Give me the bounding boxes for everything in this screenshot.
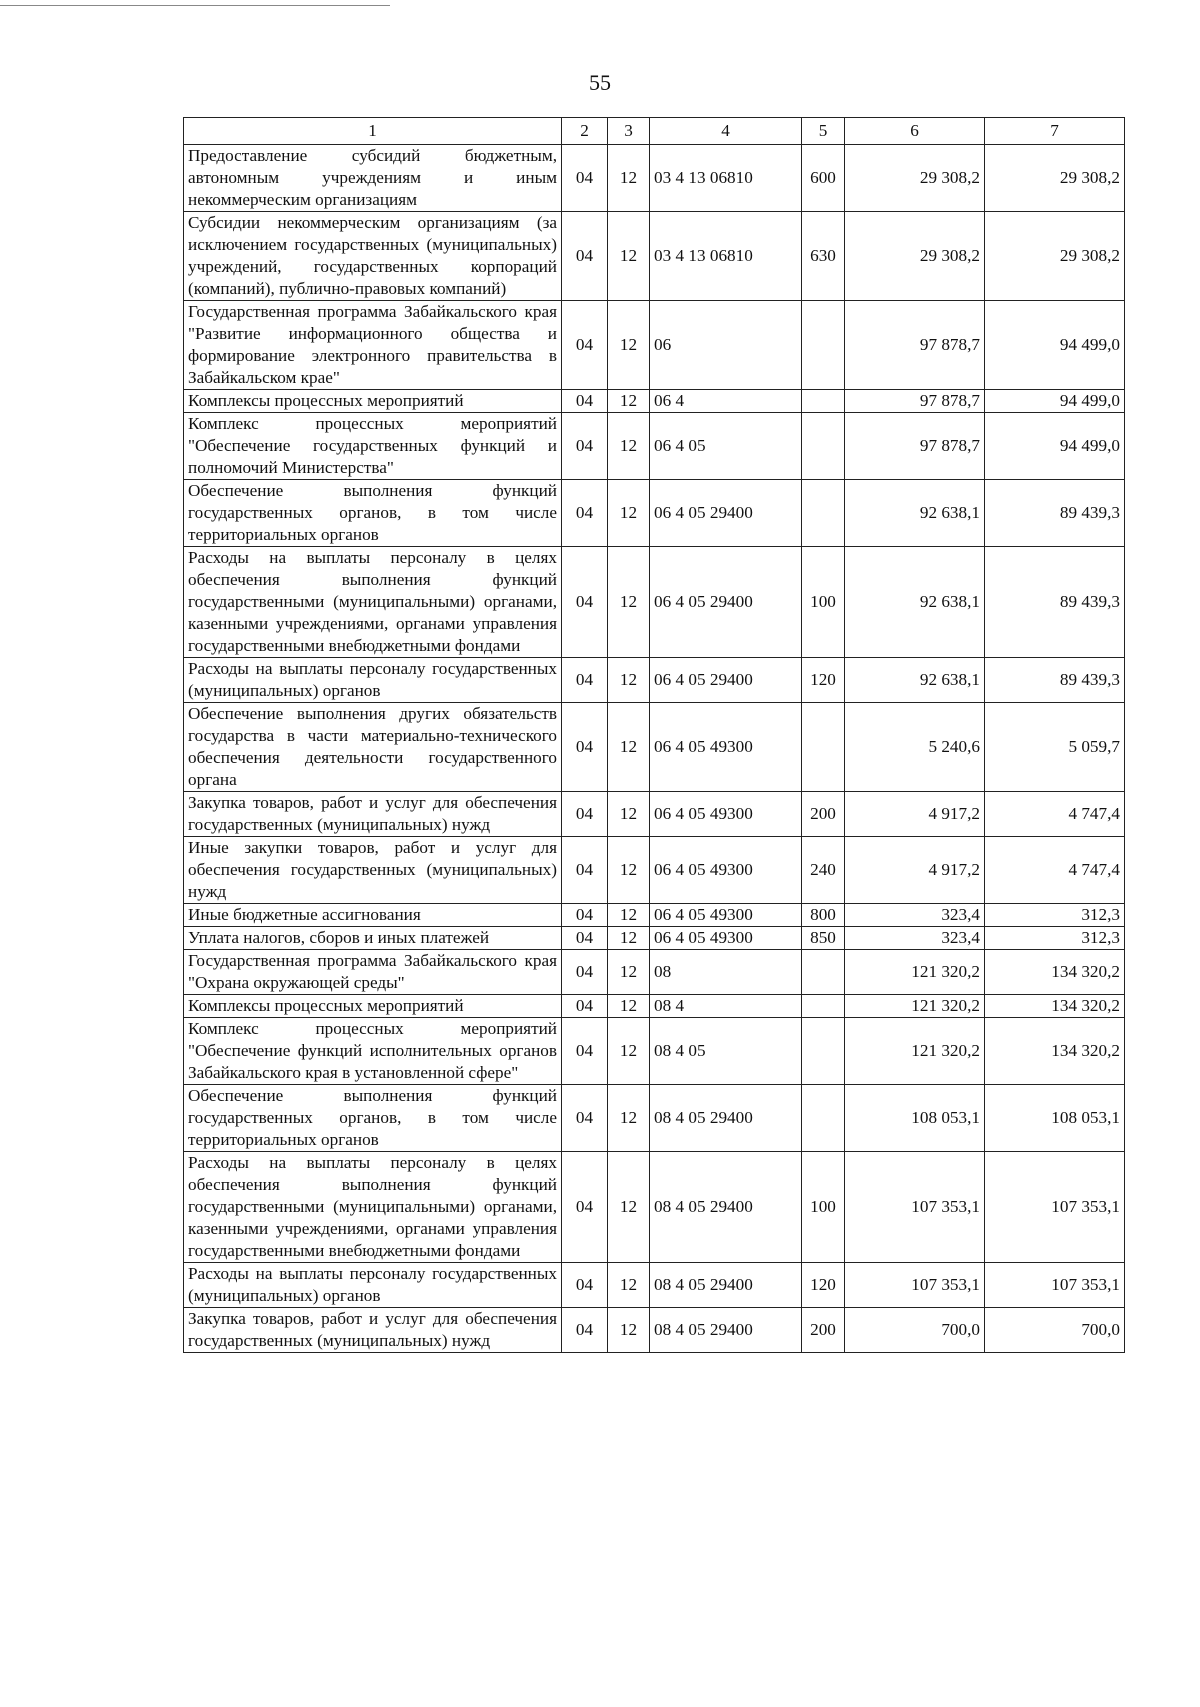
- table-row: [184, 301, 1125, 390]
- row-expense-type-code: 200: [802, 792, 845, 837]
- row-expense-type-code: [802, 950, 845, 995]
- row-description: Субсидии некоммерческим организациям (за исключением государственных (муниципальных) учреждений, государственных корпораций (компаний), публично-правовых компаний): [184, 212, 562, 301]
- row-expense-type-code: [802, 703, 845, 792]
- row-amount-year-2: 94 499,0: [985, 413, 1125, 480]
- row-section-code: 04: [562, 703, 608, 792]
- table-row: [184, 904, 1125, 927]
- row-expense-type-code: 120: [802, 658, 845, 703]
- row-target-article-code: 03 4 13 06810: [650, 145, 802, 212]
- row-subsection-code: 12: [608, 145, 650, 212]
- row-subsection-code: 12: [608, 1018, 650, 1085]
- row-subsection-code: 12: [608, 547, 650, 658]
- row-description: Расходы на выплаты персоналу государственных (муниципальных) органов: [184, 658, 562, 703]
- table-row: [184, 1308, 1125, 1353]
- row-subsection-code: 12: [608, 390, 650, 413]
- table-row: [184, 1152, 1125, 1263]
- row-expense-type-code: [802, 301, 845, 390]
- row-target-article-code: 06 4 05 49300: [650, 703, 802, 792]
- row-expense-type-code: 800: [802, 904, 845, 927]
- column-header: 6: [845, 118, 985, 145]
- row-amount-year-1: 121 320,2: [845, 1018, 985, 1085]
- row-section-code: 04: [562, 413, 608, 480]
- table-row: [184, 1085, 1125, 1152]
- budget-table: [183, 117, 1125, 1353]
- row-section-code: 04: [562, 1152, 608, 1263]
- row-description: Комплексы процессных мероприятий: [184, 390, 562, 413]
- row-description: Уплата налогов, сборов и иных платежей: [184, 927, 562, 950]
- row-amount-year-1: 323,4: [845, 927, 985, 950]
- row-section-code: 04: [562, 792, 608, 837]
- row-subsection-code: 12: [608, 301, 650, 390]
- row-amount-year-2: 134 320,2: [985, 1018, 1125, 1085]
- row-target-article-code: 08 4 05 29400: [650, 1152, 802, 1263]
- row-amount-year-1: 92 638,1: [845, 480, 985, 547]
- row-subsection-code: 12: [608, 904, 650, 927]
- row-amount-year-1: 107 353,1: [845, 1152, 985, 1263]
- row-description: Комплекс процессных мероприятий "Обеспечение функций исполнительных органов Забайкальского края в установленной сфере": [184, 1018, 562, 1085]
- row-expense-type-code: 200: [802, 1308, 845, 1353]
- row-amount-year-1: 29 308,2: [845, 212, 985, 301]
- table-row: [184, 950, 1125, 995]
- row-amount-year-2: 94 499,0: [985, 390, 1125, 413]
- row-section-code: 04: [562, 1018, 608, 1085]
- row-description: Иные закупки товаров, работ и услуг для обеспечения государственных (муниципальных) нужд: [184, 837, 562, 904]
- row-amount-year-2: 107 353,1: [985, 1263, 1125, 1308]
- row-description: Комплекс процессных мероприятий "Обеспечение государственных функций и полномочий Министерства": [184, 413, 562, 480]
- row-subsection-code: 12: [608, 658, 650, 703]
- row-description: Расходы на выплаты персоналу в целях обеспечения выполнения функций государственными (муниципальными) органами, казенными учреждениями, органами управления государственными внебюджетными фондами: [184, 547, 562, 658]
- row-target-article-code: 06 4 05 49300: [650, 837, 802, 904]
- row-subsection-code: 12: [608, 950, 650, 995]
- row-target-article-code: 06 4 05: [650, 413, 802, 480]
- row-description: Комплексы процессных мероприятий: [184, 995, 562, 1018]
- table-row: [184, 658, 1125, 703]
- row-amount-year-2: 89 439,3: [985, 480, 1125, 547]
- row-subsection-code: 12: [608, 1263, 650, 1308]
- column-header: 4: [650, 118, 802, 145]
- row-target-article-code: 06 4 05 29400: [650, 547, 802, 658]
- row-amount-year-1: 97 878,7: [845, 390, 985, 413]
- row-amount-year-1: 121 320,2: [845, 950, 985, 995]
- row-target-article-code: 06 4 05 29400: [650, 658, 802, 703]
- row-target-article-code: 06 4 05 29400: [650, 480, 802, 547]
- row-description: Обеспечение выполнения других обязательств государства в части материально-технического обеспечения деятельности государственного органа: [184, 703, 562, 792]
- table-row: [184, 837, 1125, 904]
- scan-artifact-line: [0, 5, 390, 6]
- table-row: [184, 995, 1125, 1018]
- row-expense-type-code: [802, 1085, 845, 1152]
- row-amount-year-1: 5 240,6: [845, 703, 985, 792]
- row-description: Государственная программа Забайкальского края "Охрана окружающей среды": [184, 950, 562, 995]
- column-header: 3: [608, 118, 650, 145]
- row-amount-year-2: 4 747,4: [985, 837, 1125, 904]
- row-expense-type-code: 630: [802, 212, 845, 301]
- row-subsection-code: 12: [608, 995, 650, 1018]
- table-row: [184, 1018, 1125, 1085]
- row-section-code: 04: [562, 1308, 608, 1353]
- row-description: Обеспечение выполнения функций государственных органов, в том числе территориальных органов: [184, 1085, 562, 1152]
- row-target-article-code: 06 4 05 49300: [650, 792, 802, 837]
- row-target-article-code: 06: [650, 301, 802, 390]
- row-section-code: 04: [562, 658, 608, 703]
- row-description: Расходы на выплаты персоналу в целях обеспечения выполнения функций государственными (муниципальными) органами, казенными учреждениями, органами управления государственными внебюджетными фондами: [184, 1152, 562, 1263]
- row-section-code: 04: [562, 1085, 608, 1152]
- row-amount-year-1: 108 053,1: [845, 1085, 985, 1152]
- column-header: 7: [985, 118, 1125, 145]
- table-header-row: [184, 118, 1125, 145]
- row-subsection-code: 12: [608, 792, 650, 837]
- table-row: [184, 390, 1125, 413]
- table-row: [184, 212, 1125, 301]
- row-amount-year-1: 700,0: [845, 1308, 985, 1353]
- row-amount-year-1: 92 638,1: [845, 658, 985, 703]
- row-expense-type-code: 850: [802, 927, 845, 950]
- row-description: Закупка товаров, работ и услуг для обеспечения государственных (муниципальных) нужд: [184, 792, 562, 837]
- row-target-article-code: 08 4 05 29400: [650, 1085, 802, 1152]
- row-amount-year-2: 29 308,2: [985, 212, 1125, 301]
- row-target-article-code: 08 4 05: [650, 1018, 802, 1085]
- table-row: [184, 1263, 1125, 1308]
- row-amount-year-2: 134 320,2: [985, 995, 1125, 1018]
- row-target-article-code: 08 4 05 29400: [650, 1263, 802, 1308]
- row-amount-year-2: 89 439,3: [985, 547, 1125, 658]
- row-amount-year-2: 108 053,1: [985, 1085, 1125, 1152]
- row-expense-type-code: [802, 995, 845, 1018]
- row-section-code: 04: [562, 1263, 608, 1308]
- table-row: [184, 145, 1125, 212]
- row-expense-type-code: [802, 390, 845, 413]
- row-section-code: 04: [562, 212, 608, 301]
- row-amount-year-2: 4 747,4: [985, 792, 1125, 837]
- row-amount-year-2: 700,0: [985, 1308, 1125, 1353]
- row-expense-type-code: [802, 480, 845, 547]
- table-body: [184, 145, 1125, 1353]
- row-amount-year-2: 29 308,2: [985, 145, 1125, 212]
- row-description: Обеспечение выполнения функций государственных органов, в том числе территориальных органов: [184, 480, 562, 547]
- row-subsection-code: 12: [608, 212, 650, 301]
- row-subsection-code: 12: [608, 703, 650, 792]
- row-subsection-code: 12: [608, 927, 650, 950]
- row-expense-type-code: 240: [802, 837, 845, 904]
- row-target-article-code: 08: [650, 950, 802, 995]
- row-section-code: 04: [562, 837, 608, 904]
- row-target-article-code: 06 4 05 49300: [650, 904, 802, 927]
- row-amount-year-1: 29 308,2: [845, 145, 985, 212]
- row-subsection-code: 12: [608, 1085, 650, 1152]
- table-row: [184, 547, 1125, 658]
- row-amount-year-1: 121 320,2: [845, 995, 985, 1018]
- row-section-code: 04: [562, 390, 608, 413]
- row-expense-type-code: 100: [802, 547, 845, 658]
- table-row: [184, 927, 1125, 950]
- row-section-code: 04: [562, 904, 608, 927]
- row-target-article-code: 08 4 05 29400: [650, 1308, 802, 1353]
- row-amount-year-1: 92 638,1: [845, 547, 985, 658]
- row-description: Закупка товаров, работ и услуг для обеспечения государственных (муниципальных) нужд: [184, 1308, 562, 1353]
- row-target-article-code: 08 4: [650, 995, 802, 1018]
- row-description: Предоставление субсидий бюджетным, автономным учреждениям и иным некоммерческим организациям: [184, 145, 562, 212]
- row-amount-year-1: 97 878,7: [845, 413, 985, 480]
- row-subsection-code: 12: [608, 837, 650, 904]
- row-subsection-code: 12: [608, 1152, 650, 1263]
- row-amount-year-2: 312,3: [985, 927, 1125, 950]
- table-row: [184, 703, 1125, 792]
- row-amount-year-1: 107 353,1: [845, 1263, 985, 1308]
- row-amount-year-2: 312,3: [985, 904, 1125, 927]
- row-section-code: 04: [562, 927, 608, 950]
- column-header: 5: [802, 118, 845, 145]
- row-amount-year-2: 134 320,2: [985, 950, 1125, 995]
- row-section-code: 04: [562, 145, 608, 212]
- table-row: [184, 480, 1125, 547]
- table-row: [184, 792, 1125, 837]
- column-header: 2: [562, 118, 608, 145]
- row-amount-year-2: 89 439,3: [985, 658, 1125, 703]
- row-amount-year-2: 94 499,0: [985, 301, 1125, 390]
- row-section-code: 04: [562, 547, 608, 658]
- row-expense-type-code: [802, 1018, 845, 1085]
- row-amount-year-1: 4 917,2: [845, 792, 985, 837]
- row-description: Государственная программа Забайкальского края "Развитие информационного общества и формирование электронного правительства в Забайкальском крае": [184, 301, 562, 390]
- row-amount-year-2: 5 059,7: [985, 703, 1125, 792]
- row-amount-year-1: 97 878,7: [845, 301, 985, 390]
- row-subsection-code: 12: [608, 480, 650, 547]
- row-target-article-code: 06 4 05 49300: [650, 927, 802, 950]
- row-section-code: 04: [562, 950, 608, 995]
- row-amount-year-2: 107 353,1: [985, 1152, 1125, 1263]
- row-section-code: 04: [562, 301, 608, 390]
- row-subsection-code: 12: [608, 413, 650, 480]
- row-subsection-code: 12: [608, 1308, 650, 1353]
- row-expense-type-code: 100: [802, 1152, 845, 1263]
- row-expense-type-code: 120: [802, 1263, 845, 1308]
- table-row: [184, 413, 1125, 480]
- row-amount-year-1: 323,4: [845, 904, 985, 927]
- row-section-code: 04: [562, 480, 608, 547]
- page-number: 55: [589, 70, 611, 95]
- column-header: 1: [184, 118, 562, 145]
- row-description: Расходы на выплаты персоналу государственных (муниципальных) органов: [184, 1263, 562, 1308]
- row-description: Иные бюджетные ассигнования: [184, 904, 562, 927]
- row-target-article-code: 06 4: [650, 390, 802, 413]
- row-expense-type-code: [802, 413, 845, 480]
- row-amount-year-1: 4 917,2: [845, 837, 985, 904]
- row-expense-type-code: 600: [802, 145, 845, 212]
- row-target-article-code: 03 4 13 06810: [650, 212, 802, 301]
- row-section-code: 04: [562, 995, 608, 1018]
